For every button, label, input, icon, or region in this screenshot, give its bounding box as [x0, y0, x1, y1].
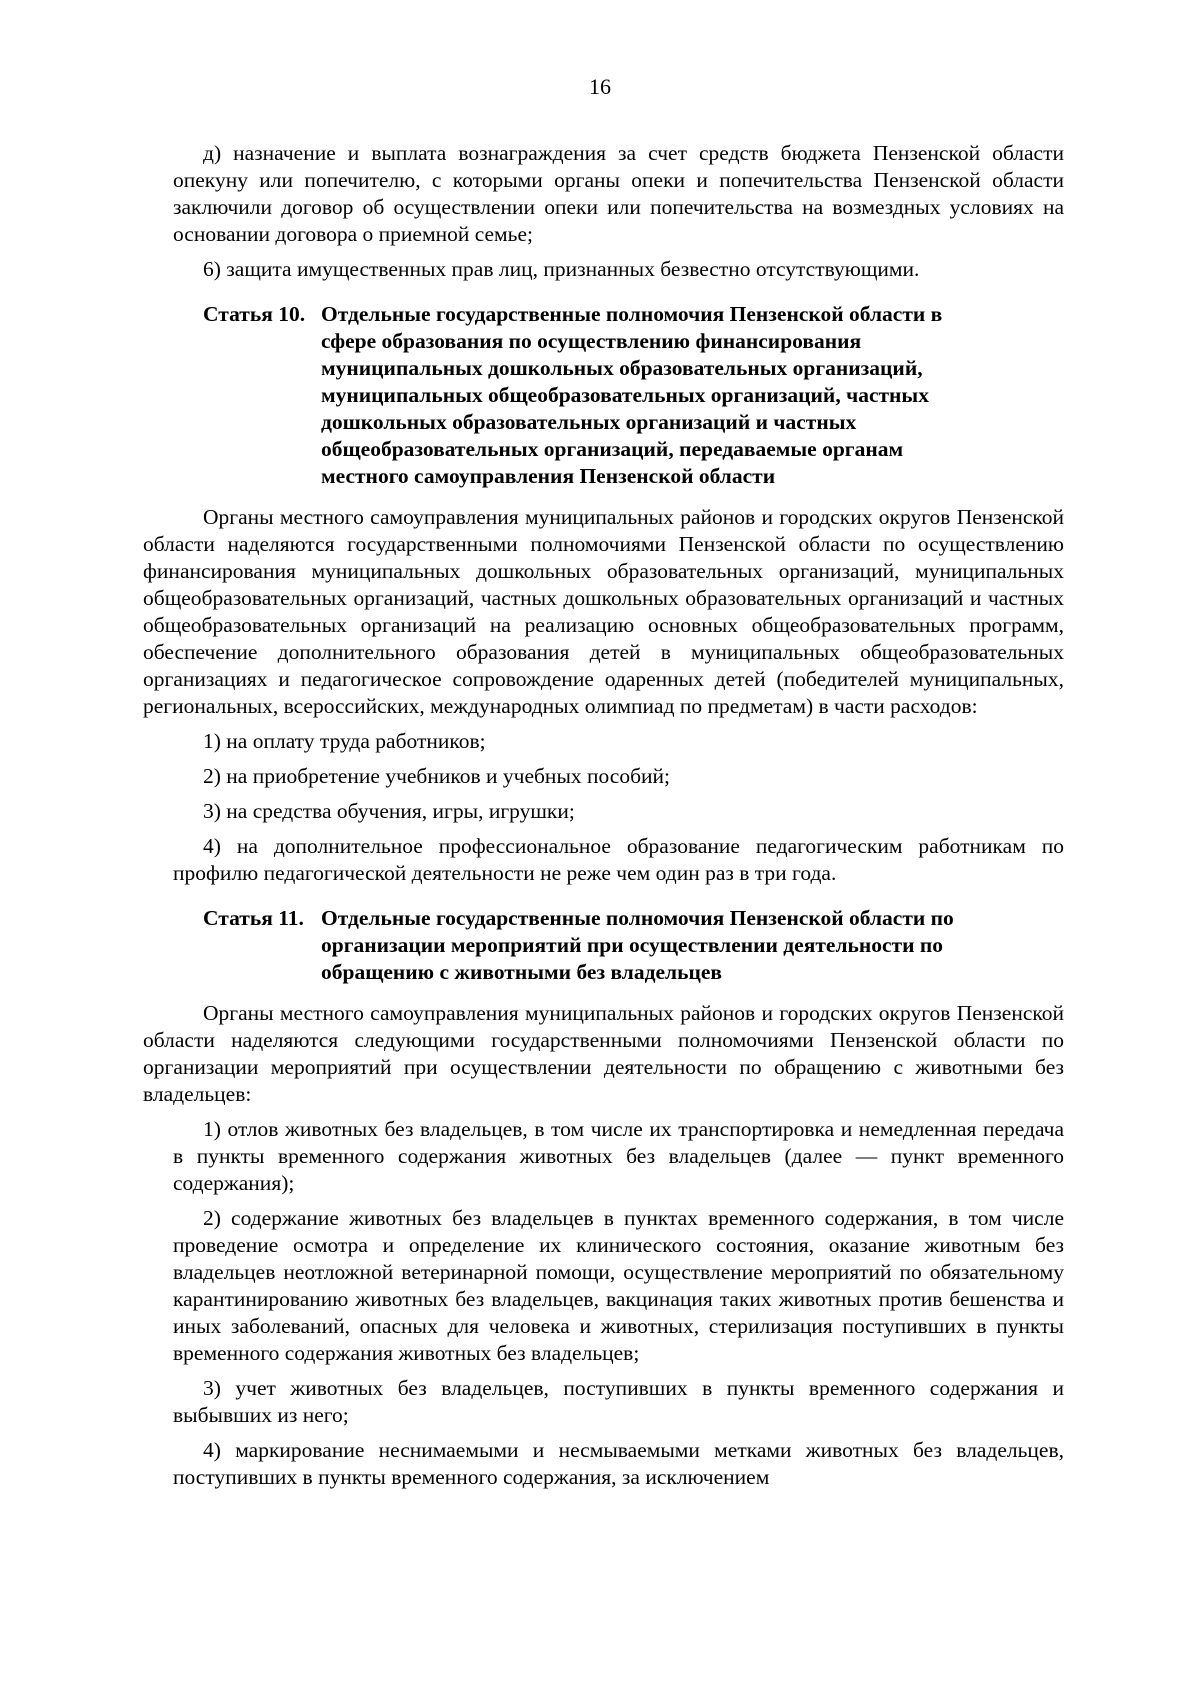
article-10-label: Статья 10. — [203, 302, 306, 326]
article-11-item: 1) отлов животных без владельцев, в том числе их транспортировка и немедленная передача в пункты временного содержания животных без владельцев (далее — пункт временного содержания); — [173, 1117, 1064, 1195]
article-11-title — [321, 905, 1064, 986]
article-10-body: Органы местного самоуправления муниципальных районов и городских округов Пензенской области наделяются государственными полномочиями Пензенской области по осуществлению финансирования муниципальных дошкольных образовательных организаций, муниципальных общеобразовательных организаций, частных дошкольных образовательных организаций и частных общеобразовательных организаций на реализацию основных общеобразовательных программ, обеспечение дополнительного образования детей в муниципальных общеобразовательных организациях и педагогическое сопровождение одаренных детей (победителей муниципальных, региональных, всероссийских, международных олимпиад по предметам) в части расходов: — [143, 505, 1064, 718]
article-10-title-line: сфере образования по осуществлению финансирования — [321, 329, 862, 353]
article-10-title-line: дошкольных образовательных организаций и частных — [321, 410, 857, 434]
article-10-title-line: Отдельные государственные полномочия Пензенской области в — [321, 302, 943, 326]
article-10-item: 4) на дополнительное профессиональное образование педагогическим работникам по профилю педагогической деятельности не реже чем один раз в три года. — [173, 834, 1064, 885]
article-10-item: 3) на средства обучения, игры, игрушки; — [203, 799, 575, 823]
list-item-d: д) назначение и выплата вознаграждения за счет средств бюджета Пензенской области опекуну или попечителю, с которыми органы опеки и попечительства Пензенской области заключили договор об осуществлении опеки или попечительства на возмездных условиях на основании договора о приемной семье; — [173, 141, 1064, 246]
article-10-title-line: местного самоуправления Пензенской области — [321, 464, 776, 488]
article-11-heading — [203, 905, 1064, 986]
list-item-6: 6) защита имущественных прав лиц, признанных безвестно отсутствующими. — [203, 257, 920, 281]
article-10-title-line: муниципальных дошкольных образовательных организаций, — [321, 356, 923, 380]
article-11-item: 2) содержание животных без владельцев в пунктах временного содержания, в том числе проведение осмотра и определение их клинического состояния, оказание животным без владельцев неотложной ветеринарной помощи, осуществление мероприятий по обязательному карантинированию животных без владельцев, вакцинация таких животных против бешенства и иных заболеваний, опасных для человека и животных, стерилизация поступивших в пункты временного содержания животных без владельцев; — [173, 1206, 1064, 1365]
article-10-heading — [203, 301, 1064, 490]
article-10-title — [321, 301, 1064, 490]
article-11-item: 4) маркирование неснимаемыми и несмываемыми метками животных без владельцев, поступивших в пункты временного содержания, за исключением — [173, 1438, 1064, 1489]
article-11-label: Статья 11. — [203, 906, 304, 930]
article-10-title-line: муниципальных общеобразовательных организаций, частных — [321, 383, 929, 407]
article-10-title-line: общеобразовательных организаций, передаваемые органам — [321, 437, 904, 461]
article-11-title-line: обращению с животными без владельцев — [321, 960, 723, 984]
article-11-title-line: организации мероприятий при осуществлении деятельности по — [321, 933, 944, 957]
page-number: 16 — [589, 74, 611, 99]
article-11-title-line: Отдельные государственные полномочия Пензенской области по — [321, 906, 954, 930]
document-body — [143, 140, 1064, 1499]
article-11-item: 3) учет животных без владельцев, поступивших в пункты временного содержания и выбывших из него; — [173, 1376, 1064, 1427]
article-11-body: Органы местного самоуправления муниципальных районов и городских округов Пензенской области наделяются следующими государственными полномочиями Пензенской области по организации мероприятий при осуществлении деятельности по обращению с животными без владельцев: — [143, 1001, 1064, 1106]
article-10-item: 1) на оплату труда работников; — [203, 729, 486, 753]
article-10-item: 2) на приобретение учебников и учебных пособий; — [203, 764, 671, 788]
